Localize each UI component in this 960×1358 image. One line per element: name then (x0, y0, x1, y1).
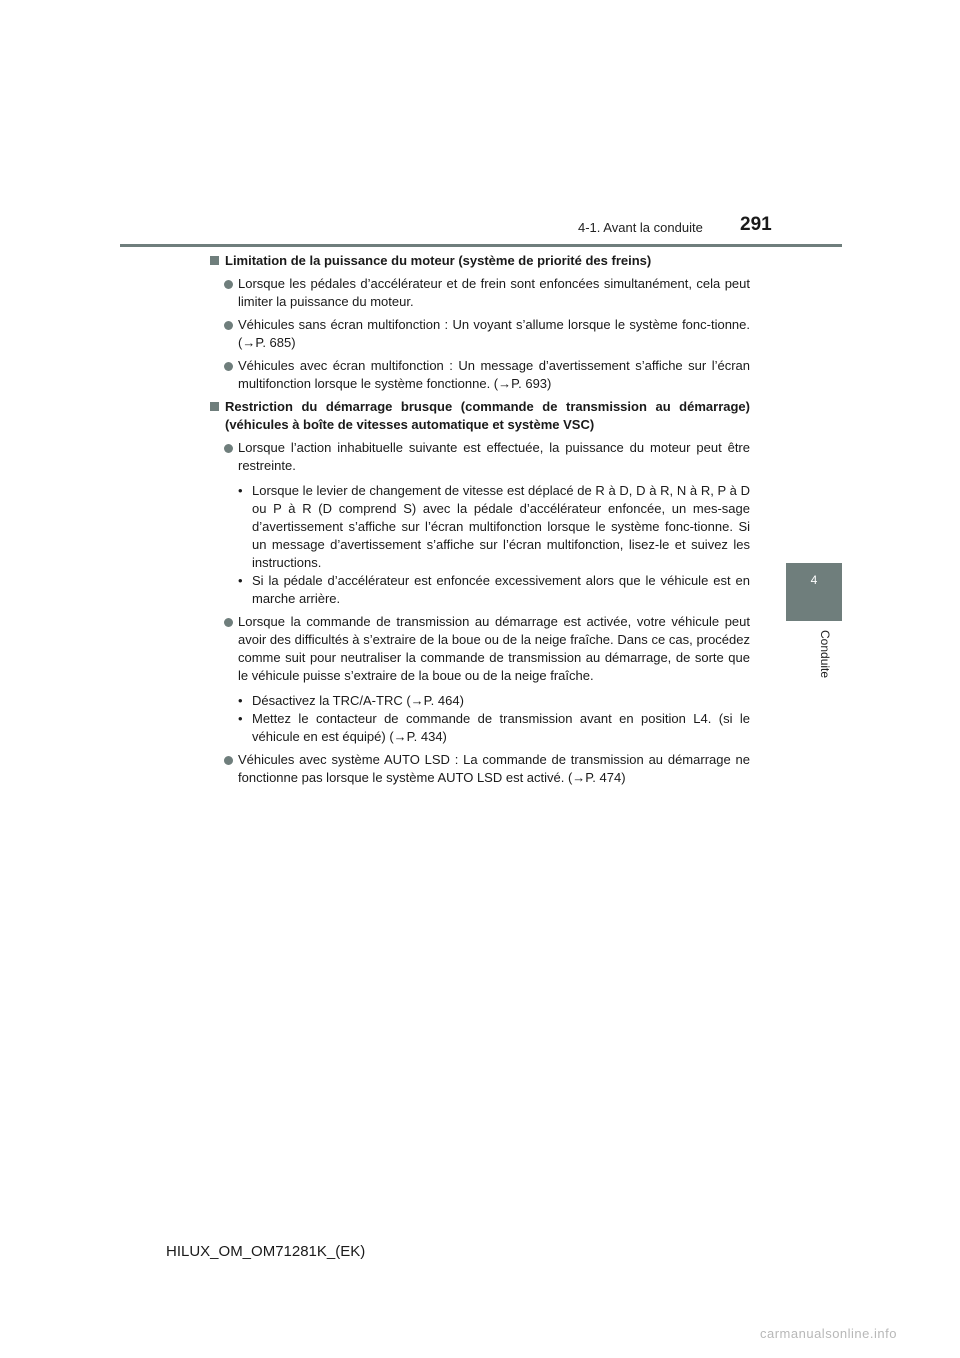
list-item (210, 316, 750, 352)
circle-bullet-icon (224, 756, 233, 765)
sub-item (210, 692, 750, 710)
sub-item (210, 572, 750, 608)
sub-item (210, 482, 750, 572)
list-item-text: Véhicules avec système AUTO LSD : La commande de transmission au démarrage ne fonctionne pas lorsque le système AUTO LSD est activé. (→P. 474) (238, 752, 750, 785)
side-tab-label (786, 630, 842, 690)
list-item (210, 439, 750, 475)
sub-bullet-marker: • (238, 573, 243, 588)
list-item (210, 357, 750, 393)
header-section-title: 4-1. Avant la conduite (578, 220, 703, 235)
sub-bullet-marker: • (238, 483, 243, 498)
sub-item-text: Mettez le contacteur de commande de transmission avant en position L4. (si le véhicule en est équipé) (→P. 434) (252, 711, 750, 744)
sub-item (210, 710, 750, 746)
section-heading-text: Restriction du démarrage brusque (commande de transmission au démarrage) (véhicules à boîte de vitesses automatique et système VSC) (225, 399, 750, 432)
circle-bullet-icon (224, 280, 233, 289)
sub-bullet-marker: • (238, 693, 243, 708)
list-item-text: Lorsque les pédales d’accélérateur et de frein sont enfoncées simultanément, cela peut limiter la puissance du moteur. (238, 276, 750, 309)
sub-item-text: Si la pédale d’accélérateur est enfoncée excessivement alors que le véhicule est en marche arrière. (252, 573, 750, 606)
list-item-text: Véhicules avec écran multifonction : Un message d’avertissement s’affiche sur l’écran multifonction lorsque le système fonctionne. (→P. 693) (238, 358, 750, 391)
list-item-text: Véhicules sans écran multifonction : Un voyant s’allume lorsque le système fonc-tionne. (→P. 685) (238, 317, 750, 350)
sub-list (210, 482, 750, 608)
side-tab-label-text: Conduite (818, 630, 832, 679)
list-item-text: Lorsque la commande de transmission au démarrage est activée, votre véhicule peut avoir des difficultés à s’extraire de la boue ou de la neige fraîche. Dans ce cas, procédez comme suit pour neutraliser la commande de transmission au démarrage, de sorte que le véhicule puisse s’extraire de la boue ou de la neige fraîche. (238, 614, 750, 683)
sub-item-text: Lorsque le levier de changement de vitesse est déplacé de R à D, D à R, N à R, P à D ou P à R (D comprend S) avec la pédale d’accélérateur enfoncée, un mes-sage d’avertissement s’affiche sur l’écran multifonction lorsque le système fonc-tionne. Si un message d’avertissement s’affiche sur l’écran multifonction, lisez-le et suivez les instructions. (252, 483, 750, 570)
section-heading (210, 398, 750, 434)
circle-bullet-icon (224, 618, 233, 627)
square-bullet-icon (210, 402, 219, 411)
list-item (210, 751, 750, 787)
section-heading (210, 252, 750, 270)
sub-list (210, 692, 750, 746)
page-content (210, 252, 750, 792)
watermark: carmanualsonline.info (760, 1326, 897, 1341)
header-rule (120, 244, 842, 247)
list-item-text: Lorsque l’action inhabituelle suivante est effectuée, la puissance du moteur peut être restreinte. (238, 440, 750, 473)
side-tab-number-text: 4 (810, 573, 818, 587)
section-heading-text: Limitation de la puissance du moteur (système de priorité des freins) (225, 253, 652, 268)
footer-document-id: HILUX_OM_OM71281K_(EK) (166, 1243, 366, 1260)
sub-bullet-marker: • (238, 711, 243, 726)
circle-bullet-icon (224, 321, 233, 330)
side-tab-number (786, 563, 842, 621)
list-item (210, 613, 750, 685)
square-bullet-icon (210, 256, 219, 265)
circle-bullet-icon (224, 444, 233, 453)
sub-item-text: Désactivez la TRC/A-TRC (→P. 464) (252, 693, 464, 708)
page-number: 291 (740, 214, 772, 235)
circle-bullet-icon (224, 362, 233, 371)
list-item (210, 275, 750, 311)
